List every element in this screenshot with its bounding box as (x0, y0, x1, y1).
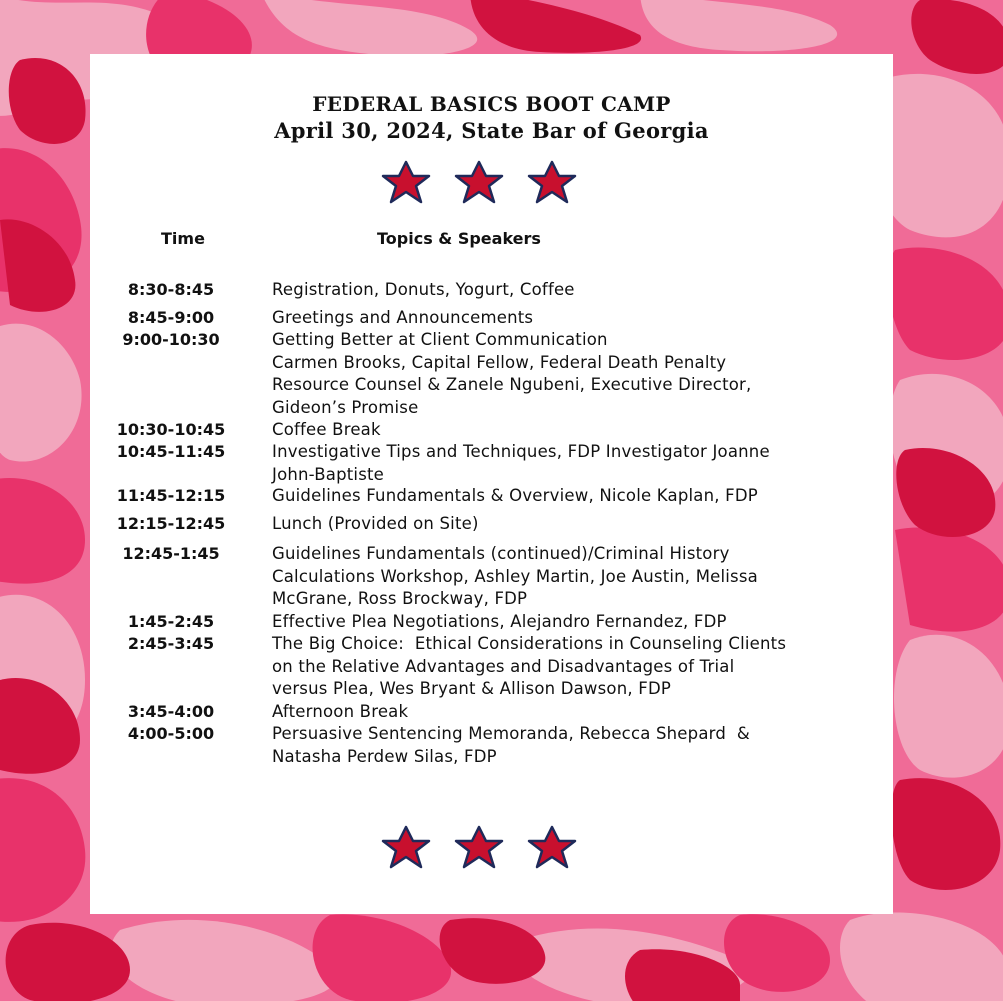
agenda-topic-line: Guidelines Fundamentals (continued)/Criminal History (272, 544, 730, 563)
agenda-topic (272, 419, 882, 442)
event-subtitle: April 30, 2024, State Bar of Georgia (274, 118, 709, 143)
agenda-topic-line: Effective Plea Negotiations, Alejandro Fernandez, FDP (272, 612, 727, 631)
agenda-topic-line: Investigative Tips and Techniques, FDP Investigator Joanne (272, 442, 770, 461)
agenda-time: 11:45-12:15 (116, 486, 226, 505)
agenda-topic-line: Gideon’s Promise (272, 397, 419, 417)
agenda-topic-line: versus Plea, Wes Bryant & Allison Dawson, FDP (272, 679, 672, 698)
event-title: FEDERAL BASICS BOOT CAMP (312, 92, 671, 116)
agenda-topic-line: Lunch (Provided on Site) (272, 514, 479, 533)
agenda-time: 12:45-1:45 (122, 544, 220, 563)
agenda-card (90, 54, 893, 914)
agenda-topic-line: Resource Counsel & Zanele Ngubeni, Executive Director, (272, 375, 752, 394)
agenda-topic (272, 611, 882, 634)
star-icon (529, 162, 575, 202)
agenda-topic-line: Guidelines Fundamentals & Overview, Nicole Kaplan, FDP (272, 486, 758, 505)
agenda-topic-line: Persuasive Sentencing Memoranda, Rebecca Shepard & (272, 724, 750, 743)
agenda-topic-line: Greetings and Announcements (272, 308, 534, 327)
star-icon (456, 162, 502, 202)
agenda-time: 10:30-10:45 (116, 420, 226, 439)
three-stars-icon (374, 160, 584, 204)
star-icon (456, 827, 502, 867)
agenda-topic-line: Carmen Brooks, Capital Fellow, Federal Death Penalty (272, 352, 727, 372)
agenda-topic (272, 723, 882, 768)
agenda-topic-line: McGrane, Ross Brockway, FDP (272, 589, 528, 608)
agenda-topic (272, 701, 882, 724)
agenda-topic-line: Registration, Donuts, Yogurt, Coffee (272, 280, 575, 299)
agenda-topic-line: on the Relative Advantages and Disadvantages of Trial (272, 656, 735, 676)
agenda-time: 8:45-9:00 (127, 308, 215, 327)
agenda-topic (272, 513, 882, 536)
star-icon (383, 162, 429, 202)
agenda-topic (272, 543, 882, 611)
agenda-time: 4:00-5:00 (127, 724, 215, 743)
agenda-topic-line: Calculations Workshop, Ashley Martin, Joe Austin, Melissa (272, 566, 758, 586)
agenda-time: 12:15-12:45 (116, 514, 226, 533)
agenda-time: 8:30-8:45 (127, 280, 215, 299)
agenda-time: 9:00-10:30 (122, 330, 220, 349)
agenda-topic (272, 307, 882, 330)
agenda-topic-line: Natasha Perdew Silas, FDP (272, 746, 497, 766)
column-header-topics: Topics & Speakers (377, 229, 541, 248)
three-stars-icon (374, 825, 584, 869)
agenda-time: 3:45-4:00 (127, 702, 215, 721)
agenda-topic-line: John-Baptiste (272, 464, 385, 484)
agenda-topic (272, 329, 882, 419)
agenda-topic (272, 633, 882, 701)
agenda-topic-line: The Big Choice: Ethical Considerations in Counseling Clients (272, 634, 787, 653)
agenda-topic (272, 485, 882, 508)
star-icon (383, 827, 429, 867)
agenda-time: 2:45-3:45 (127, 634, 215, 653)
agenda-time: 10:45-11:45 (116, 442, 226, 461)
star-icon (529, 827, 575, 867)
agenda-topic (272, 279, 882, 302)
agenda-time: 1:45-2:45 (127, 612, 215, 631)
agenda-topic-line: Coffee Break (272, 420, 381, 439)
column-header-time: Time (161, 229, 205, 248)
agenda-topic-line: Afternoon Break (272, 702, 409, 721)
agenda-topic-line: Getting Better at Client Communication (272, 330, 608, 349)
agenda-topic (272, 441, 882, 486)
